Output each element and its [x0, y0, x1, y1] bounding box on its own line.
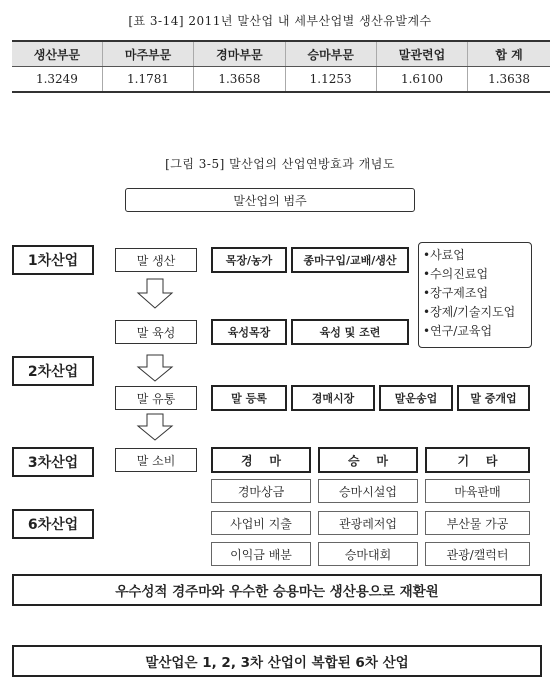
down-arrow-icon [138, 414, 172, 440]
table-cell: 1.3249 [12, 67, 102, 93]
process-box: 말 육성 [115, 320, 197, 344]
consumption-header-other: 기 타 [425, 447, 530, 473]
stage-box-primary: 1차산업 [12, 245, 94, 275]
consumption-header-racing: 경 마 [211, 447, 311, 473]
table-header: 승마부문 [285, 41, 376, 67]
distribution-box: 말 중개업 [457, 385, 530, 411]
consumption-cell: 경마상금 [211, 479, 311, 503]
production-box: 목장/농가 [211, 247, 287, 273]
consumption-cell: 사업비 지출 [211, 511, 311, 535]
raising-box: 육성목장 [211, 319, 287, 345]
table-cell: 1.1253 [285, 67, 376, 93]
list-item: •사료업 [423, 248, 465, 262]
table-header: 말관련업 [376, 41, 467, 67]
summary-banner: 말산업은 1, 2, 3차 산업이 복합된 6차 산업 [12, 645, 542, 677]
related-industries-list [418, 242, 532, 348]
down-arrow-icon [138, 355, 172, 381]
process-box: 말 생산 [115, 248, 197, 272]
consumption-cell: 이익금 배분 [211, 542, 311, 566]
distribution-box: 말운송업 [379, 385, 453, 411]
table-header: 마주부문 [102, 41, 193, 67]
recycling-banner: 우수성적 경주마와 우수한 승용마는 생산용으로 재환원 [12, 574, 542, 606]
process-box: 말 유통 [115, 386, 197, 410]
distribution-box: 경매시장 [291, 385, 375, 411]
table-caption: [표 3-14] 2011년 말산업 내 세부산업별 생산유발계수 [128, 14, 432, 28]
table-cell: 1.6100 [376, 67, 467, 93]
table-cell: 1.3658 [194, 67, 285, 93]
consumption-cell: 승마시설업 [318, 479, 418, 503]
consumption-cell: 승마대회 [318, 542, 418, 566]
table-cell: 1.3638 [468, 67, 550, 93]
list-item: •장구제조업 [423, 286, 489, 300]
stage-box-tertiary: 3차산업 [12, 447, 94, 477]
production-box: 종마구입/교배/생산 [291, 247, 409, 273]
distribution-box: 말 등록 [211, 385, 287, 411]
consumption-header-riding: 승 마 [318, 447, 418, 473]
raising-box: 육성 및 조련 [291, 319, 409, 345]
table-cell: 1.1781 [102, 67, 193, 93]
stage-box-secondary: 2차산업 [12, 356, 94, 386]
table-header: 합 계 [468, 41, 550, 67]
consumption-cell: 마육판매 [425, 479, 530, 503]
list-item: •연구/교육업 [423, 324, 493, 338]
stage-box-sixth: 6차산업 [12, 509, 94, 539]
list-item: •수의진료업 [423, 267, 489, 281]
table-header: 경마부문 [194, 41, 285, 67]
process-box: 말 소비 [115, 448, 197, 472]
consumption-cell: 부산물 가공 [425, 511, 530, 535]
figure-caption: [그림 3-5] 말산업의 산업연방효과 개념도 [165, 157, 395, 171]
consumption-cell: 관광/캘럭터 [425, 542, 530, 566]
down-arrow-icon [138, 279, 172, 308]
table-header: 생산부문 [12, 41, 102, 67]
list-item: •장제/기술지도업 [423, 305, 516, 319]
category-box: 말산업의 범주 [125, 188, 415, 212]
consumption-cell: 관광레저업 [318, 511, 418, 535]
